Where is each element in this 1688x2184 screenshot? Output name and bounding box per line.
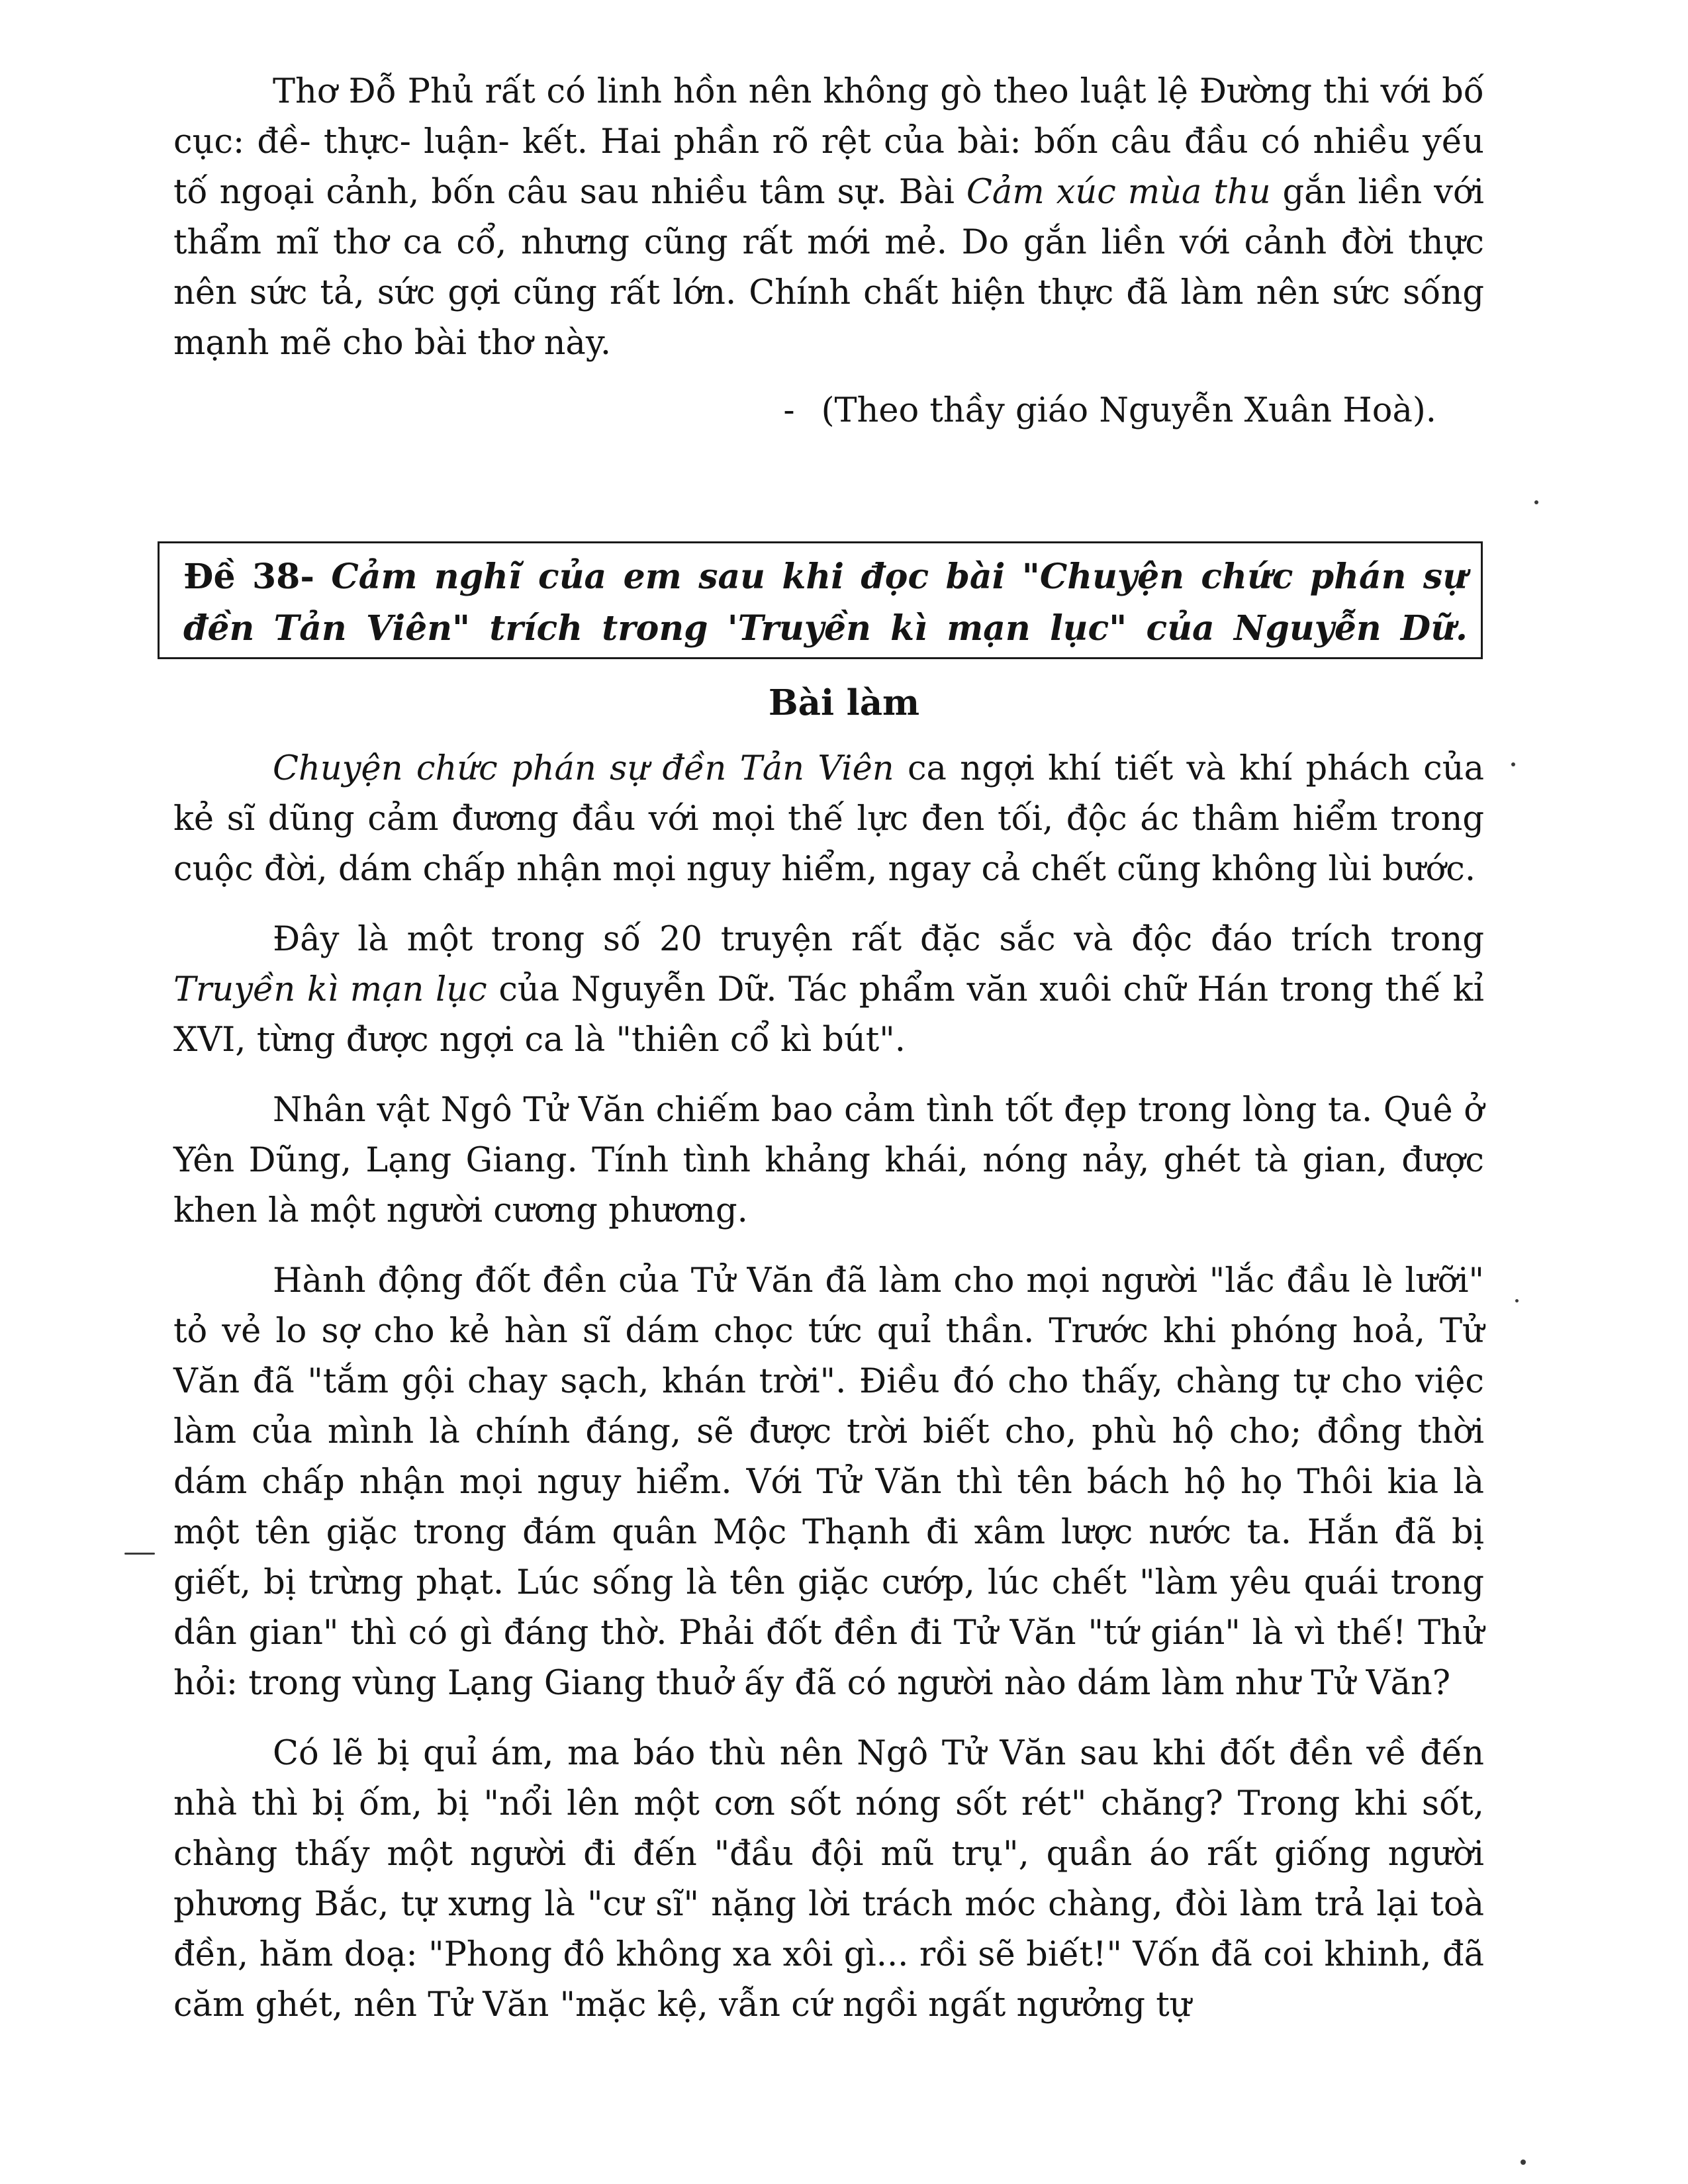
book-title: Truyền kì mạn lục [173,970,487,1009]
story-title: Chuyện chức phán sự đền Tản Viên [273,749,894,788]
scan-speck [1521,2160,1526,2165]
answer-paragraph-1 [173,744,1484,895]
scan-speck [1511,762,1515,766]
topic-text: Cảm nghĩ của em sau khi đọc bài "Chuyện chức phán sự đền Tản Viên" trích trong 'Truyền kì mạn lục" của Nguyễn Dữ. [183,557,1468,649]
answer-paragraph-2-start: Đây là một trong số 20 truyện rất đặc sắc và độc đáo trích trong [273,920,1484,959]
attribution-dash: - [783,391,795,430]
answer-body [173,744,1484,2030]
topic-label: Đề 38- [183,557,314,597]
intro-text: Thơ Đỗ Phủ rất có linh hồn nên không gò theo luật lệ Đường thi với bố cục: đề- thực- luận- kết. Hai phần rõ rệt của bài: bốn câu đầu có nhiều yếu tố ngoại cảnh, bốn câu sau nhiều tâm sự. Bài [173,72,1484,212]
attribution-text: (Theo thầy giáo Nguyễn Xuân Hoà). [821,391,1436,430]
intro-section [173,67,1484,369]
attribution [783,386,1436,436]
answer-heading: Bài làm [768,682,920,723]
intro-text-end: gắn liền với thẩm mĩ thơ ca cổ, nhưng cũng rất mới mẻ. Do gắn liền với cảnh đời thực nên sức tả, sức gợi cũng rất lớn. Chính chất hiện thực đã làm nên sức sống mạnh mẽ cho bài thơ này. [173,173,1484,363]
topic-box [158,541,1483,659]
answer-paragraph-4: Hành động đốt đền của Tử Văn đã làm cho mọi người "lắc đầu lè lưỡi" tỏ vẻ lo sợ cho kẻ hàn sĩ dám chọc tức quỉ thần. Trước khi phóng hoả, Tử Văn đã "tắm gội chay sạch, khán trời". Điều đó cho thấy, chàng tự cho việc làm của mình là chính đáng, sẽ được trời biết cho, phù hộ cho; đồng thời dám chấp nhận mọi nguy hiểm. Với Tử Văn thì tên bách hộ họ Thôi kia là một tên giặc trong đám quân Mộc Thạnh đi xâm lược nước ta. Hắn đã bị giết, bị trừng phạt. Lúc sống là tên giặc cướp, lúc chết "làm yêu quái trong dân gian" thì có gì đáng thờ. Phải đốt đền đi Tử Văn "tứ gián" là vì thế! Thử hỏi: trong vùng Lạng Giang thuở ấy đã có người nào dám làm như Tử Văn? [173,1261,1484,1703]
scan-mark [124,1553,155,1555]
answer-paragraph-2-text: của Nguyễn Dữ. Tác phẩm văn xuôi chữ Hán trong thế kỉ XVI, từng được ngợi ca là "thiên cổ kì bút". [173,970,1484,1060]
topic-title [183,551,1468,655]
intro-poem-title: Cảm xúc mùa thu [966,173,1271,212]
scan-speck [1534,500,1538,504]
answer-paragraph-2 [173,915,1484,1066]
answer-paragraph-5: Có lẽ bị quỉ ám, ma báo thù nên Ngô Tử Văn sau khi đốt đền về đến nhà thì bị ốm, bị "nổi lên một cơn sốt nóng sốt rét" chăng? Trong khi sốt, chàng thấy một người đi đến "đầu đội mũ trụ", quần áo rất giống người phương Bắc, tự xưng là "cư sĩ" nặng lời trách móc chàng, đòi làm trả lại toà đền, hăm doạ: "Phong đô không xa xôi gì... rồi sẽ biết!" Vốn đã coi khinh, đã căm ghét, nên Tử Văn "mặc kệ, vẫn cứ ngồi ngất ngưởng tự [173,1734,1484,2025]
answer-paragraph-3: Nhân vật Ngô Tử Văn chiếm bao cảm tình tốt đẹp trong lòng ta. Quê ở Yên Dũng, Lạng Giang. Tính tình khảng khái, nóng nảy, ghét tà gian, được khen là một người cương phương. [173,1091,1484,1230]
answer-paragraph-1-text: ca ngợi khí tiết và khí phách của kẻ sĩ dũng cảm đương đầu với mọi thế lực đen tối, độc ác thâm hiểm trong cuộc đời, dám chấp nhận mọi nguy hiểm, ngay cả chết cũng không lùi bước. [173,749,1484,889]
scan-speck [1515,1299,1519,1302]
intro-paragraph [173,67,1484,369]
